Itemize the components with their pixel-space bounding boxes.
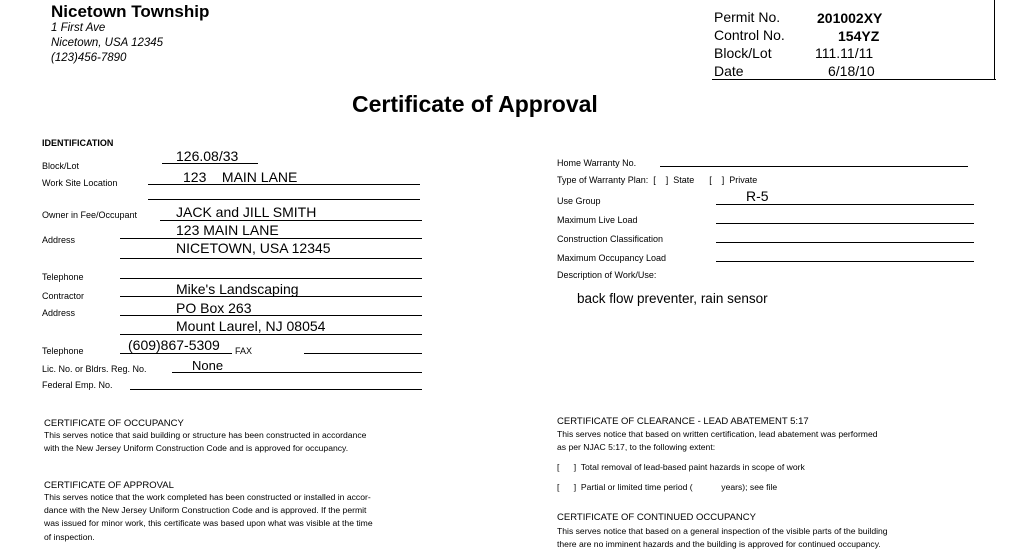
header-box-rightline — [994, 0, 996, 80]
contractor-address-line-a — [120, 315, 422, 316]
worksite-label: Work Site Location — [42, 178, 118, 188]
header-blocklot-label: Block/Lot — [714, 45, 772, 61]
lic-value: None — [192, 358, 224, 373]
date-value: 6/18/10 — [828, 63, 875, 79]
owner-address-label: Address — [42, 235, 76, 245]
cert-continued-line1: This serves notice that based on a general inspection of the visible parts of the building — [557, 526, 888, 536]
cert-clearance-option2: [ ] Partial or limited time period ( years); see file — [557, 482, 778, 492]
contractor-telephone-line — [120, 353, 232, 354]
contractor-address-line2: Mount Laurel, NJ 08054 — [176, 318, 326, 334]
cert-clearance-option1: [ ] Total removal of lead-based paint hazards in scope of work — [557, 462, 805, 472]
cert-approval-line3: was issued for minor work, this certificate was based upon what was visible at the time — [44, 518, 373, 528]
worksite-value: 123 MAIN LANE — [183, 169, 298, 185]
blocklot-label: Block/Lot — [42, 161, 80, 171]
contractor-value: Mike's Landscaping — [176, 281, 299, 297]
lic-line — [172, 372, 422, 373]
owner-value: JACK and JILL SMITH — [176, 204, 317, 220]
owner-telephone-line — [120, 278, 422, 279]
cert-clearance-heading: CERTIFICATE OF CLEARANCE - LEAD ABATEMENT 5:17 — [557, 416, 809, 427]
use-group-label: Use Group — [557, 196, 601, 206]
fed-label: Federal Emp. No. — [42, 380, 113, 390]
owner-line — [160, 220, 422, 221]
township-address-line2: Nicetown, USA 12345 — [51, 37, 164, 49]
cert-occupancy-line1: This serves notice that said building or structure has been constructed in accordance — [44, 430, 367, 440]
control-value: 154YZ — [838, 28, 880, 44]
description-label: Description of Work/Use: — [557, 270, 657, 280]
owner-telephone-label: Telephone — [42, 272, 84, 282]
date-label: Date — [714, 63, 744, 79]
permit-value: 201002XY — [817, 10, 883, 26]
owner-address-line-b — [120, 258, 422, 259]
contractor-telephone-label: Telephone — [42, 346, 84, 356]
cert-approval-line1: This serves notice that the work completed has been constructed or installed in accor- — [44, 492, 371, 502]
blocklot-value: 126.08/33 — [176, 148, 239, 164]
contractor-line — [120, 296, 422, 297]
blocklot-line — [162, 163, 258, 164]
permit-label: Permit No. — [714, 9, 781, 25]
fax-line — [304, 353, 422, 354]
contractor-address-label: Address — [42, 308, 76, 318]
cert-continued-heading: CERTIFICATE OF CONTINUED OCCUPANCY — [557, 512, 756, 523]
construction-line — [716, 242, 974, 243]
cert-approval-line2: dance with the New Jersey Uniform Construction Code and is approved. If the permit — [44, 505, 367, 515]
contractor-address-line1: PO Box 263 — [176, 300, 252, 316]
header-blocklot-value: 111.11/11 — [815, 45, 874, 61]
owner-label: Owner in Fee/Occupant — [42, 210, 138, 220]
township-name: Nicetown Township — [51, 2, 210, 21]
cert-continued-line2: there are no imminent hazards and the building is approved for continued occupancy. — [557, 539, 881, 549]
worksite-line — [148, 184, 420, 185]
lic-label: Lic. No. or Bldrs. Reg. No. — [42, 364, 147, 374]
identification-heading: IDENTIFICATION — [42, 138, 114, 148]
contractor-address-line-b — [120, 334, 422, 335]
owner-address-line2: NICETOWN, USA 12345 — [176, 240, 331, 256]
control-label: Control No. — [714, 27, 785, 43]
township-phone: (123)456-7890 — [51, 52, 127, 64]
occupancy-load-line — [716, 261, 974, 262]
use-group-value: R-5 — [746, 188, 769, 204]
cert-occupancy-line2: with the New Jersey Uniform Construction Code and is approved for occupancy. — [44, 443, 349, 453]
page-title: Certificate of Approval — [352, 91, 598, 117]
occupancy-load-label: Maximum Occupancy Load — [557, 253, 667, 263]
header-box-underline — [712, 79, 996, 80]
warranty-label: Home Warranty No. — [557, 158, 637, 168]
warranty-line — [660, 166, 968, 167]
cert-approval-line4: of inspection. — [44, 532, 95, 542]
warranty-type-label: Type of Warranty Plan: [ ] State [ ] Private — [557, 175, 758, 185]
cert-occupancy-heading: CERTIFICATE OF OCCUPANCY — [44, 418, 184, 429]
live-load-line — [716, 223, 974, 224]
cert-clearance-line2: as per NJAC 5:17, to the following extent: — [557, 442, 716, 452]
construction-label: Construction Classification — [557, 234, 664, 244]
cert-approval-heading: CERTIFICATE OF APPROVAL — [44, 480, 174, 491]
cert-clearance-line1: This serves notice that based on written certification, lead abatement was performed — [557, 429, 878, 439]
description-value: back flow preventer, rain sensor — [577, 291, 768, 306]
fax-label: FAX — [235, 346, 253, 356]
owner-address-line-a — [120, 238, 422, 239]
worksite-line2 — [148, 199, 420, 200]
township-address-line1: 1 First Ave — [51, 22, 106, 34]
use-group-line — [716, 204, 974, 205]
live-load-label: Maximum Live Load — [557, 215, 638, 225]
contractor-label: Contractor — [42, 291, 85, 301]
contractor-telephone-value: (609)867-5309 — [128, 337, 220, 353]
fed-line — [130, 389, 422, 390]
owner-address-line1: 123 MAIN LANE — [176, 222, 279, 238]
